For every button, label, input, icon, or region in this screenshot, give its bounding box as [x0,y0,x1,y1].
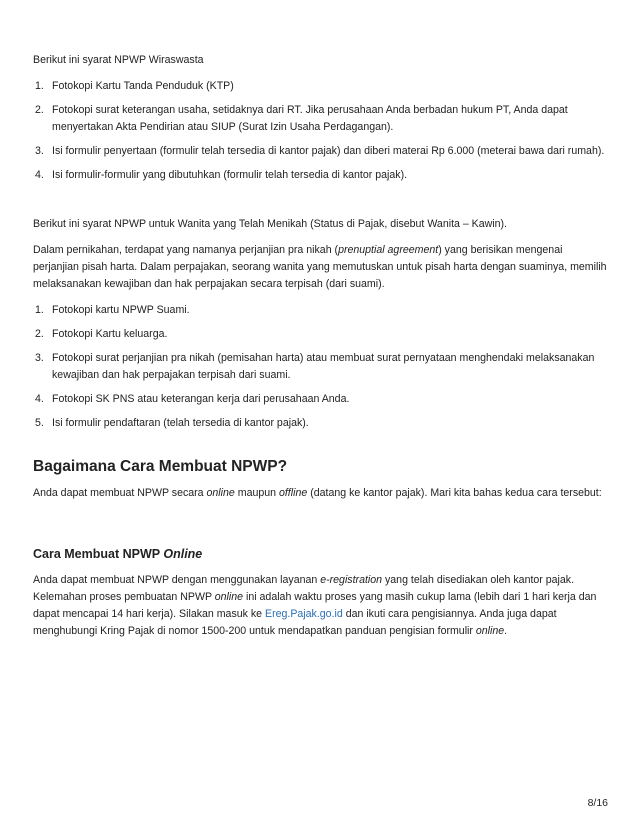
list-item: 4. Fotokopi SK PNS atau keterangan kerja dari perusahaan Anda. [35,393,350,405]
wiraswasta-intro: Berikut ini syarat NPWP Wiraswasta [33,54,204,66]
wanita-intro: Berikut ini syarat NPWP untuk Wanita yang Telah Menikah (Status di Pajak, disebut Wanita – Kawin). [33,218,508,230]
list-item: 3. Isi formulir penyertaan (formulir telah tersedia di kantor pajak) dan diberi materai Rp 6.000 (meterai bawa dari rumah). [35,145,605,157]
cara-paragraph: Anda dapat membuat NPWP secara online maupun offline (datang ke kantor pajak). Mari kita bahas kedua cara tersebut: [33,487,602,499]
section-heading-online: Cara Membuat NPWP Online [33,547,203,561]
list-item: 1. Fotokopi Kartu Tanda Penduduk (KTP) [35,80,234,92]
list-item: 3. Fotokopi surat perjanjian pra nikah (pemisahan harta) atau membuat surat pernyataan menghendaki melaksanakan kewajiban dan hak perpajakan terpisah dari suami. [35,352,595,381]
section-heading-cara: Bagaimana Cara Membuat NPWP? [33,458,288,475]
wanita-paragraph: Dalam pernikahan, terdapat yang namanya perjanjian pra nikah (prenuptial agreement) yang berisikan mengenai perjanjian pisah harta. Dalam perpajakan, seorang wanita yang memutuskan untuk pisah harta dengan suaminya, memilih melaksanakan kewajiban dan hak perpajakan secara terpisah (dari suami). [33,244,607,290]
wiraswasta-requirements-list [33,78,608,184]
list-item: 5. Isi formulir pendaftaran (telah tersedia di kantor pajak). [35,417,309,429]
ereg-link[interactable]: Ereg.Pajak.go.id [265,608,343,620]
list-item: 1. Fotokopi kartu NPWP Suami. [35,304,190,316]
page-number: 8/16 [587,797,608,809]
document-page [33,52,608,649]
list-item: 2. Fotokopi Kartu keluarga. [35,328,168,340]
list-item: 2. Fotokopi surat keterangan usaha, setidaknya dari RT. Jika perusahaan Anda berbadan hukum PT, Anda dapat menyertakan Akta Pendirian atau SIUP (Surat Izin Usaha Perdagangan). [35,104,568,133]
wanita-requirements-list [33,302,608,432]
list-item: 4. Isi formulir-formulir yang dibutuhkan (formulir telah tersedia di kantor pajak). [35,169,408,181]
online-paragraph: Anda dapat membuat NPWP dengan menggunakan layanan e-registration yang telah disediakan oleh kantor pajak. Kelemahan proses pembuatan NPWP online ini adalah waktu proses yang masih cukup lama (lebih dari 1 hari kerja dan dapat mencapai 14 hari kerja). Silakan masuk ke Ereg.Pajak.go.id dan ikuti cara pengisiannya. Anda juga dapat menghubungi Kring Pajak di nomor 1500-200 untuk mendapatkan panduan pengisian formulir online. [33,574,597,637]
